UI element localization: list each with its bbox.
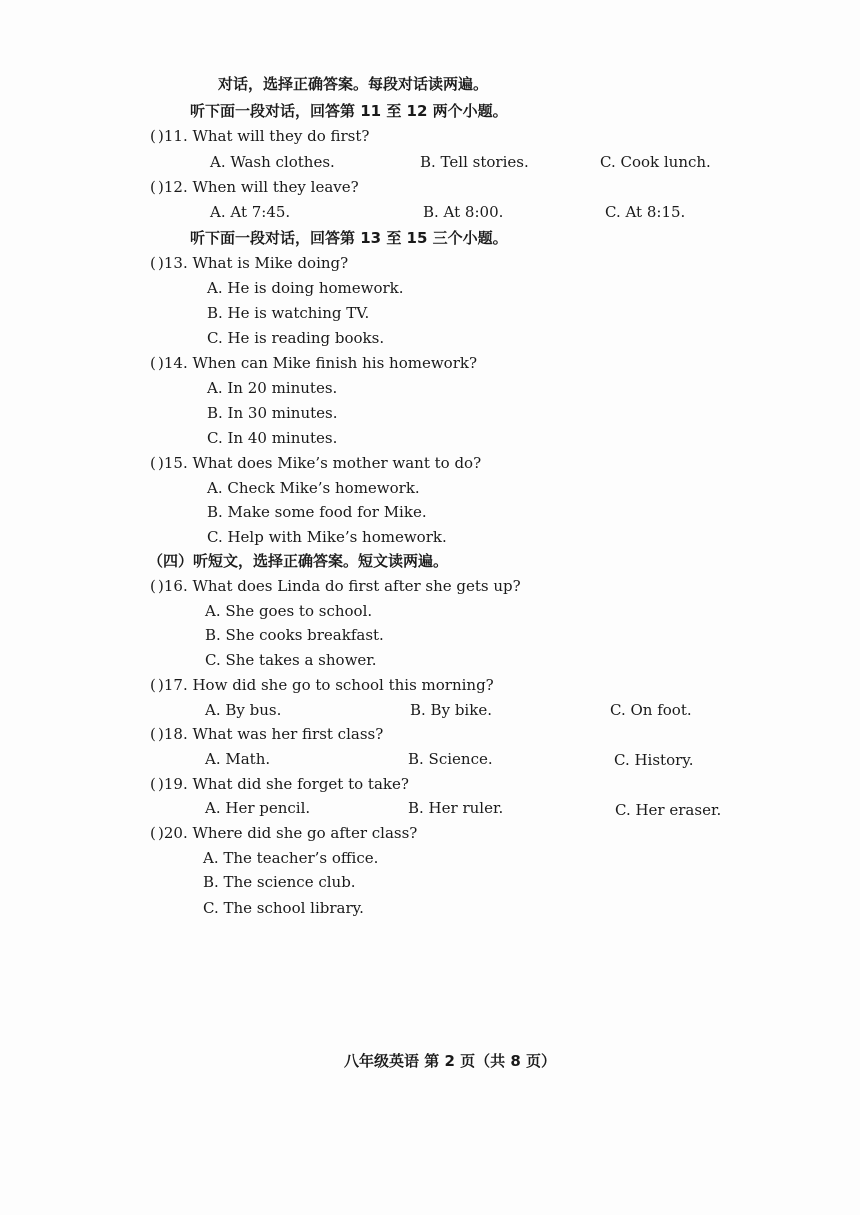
q17-option-b: B. By bike. bbox=[410, 701, 492, 719]
q19-option-c: C. Her eraser. bbox=[615, 801, 722, 819]
question-16: )16. What does Linda do first after she gets up? bbox=[158, 577, 521, 595]
answer-paren: ( bbox=[150, 127, 156, 145]
q15-option-a: A. Check Mike’s homework. bbox=[207, 479, 420, 497]
q12-option-c: C. At 8:15. bbox=[605, 203, 686, 221]
q13-option-b: B. He is watching TV. bbox=[207, 304, 370, 322]
answer-paren: ( bbox=[150, 254, 156, 272]
section4-title: （四）听短文，选择正确答案。短文读两遍。 bbox=[148, 552, 449, 570]
q19-option-b: B. Her ruler. bbox=[408, 799, 504, 817]
dialog1-intro: 听下面一段对话，回答第 11 至 12 两个小题。 bbox=[190, 102, 508, 120]
question-17: )17. How did she go to school this morning? bbox=[158, 676, 494, 694]
q11-option-b: B. Tell stories. bbox=[420, 153, 529, 171]
q15-option-b: B. Make some food for Mike. bbox=[207, 503, 427, 521]
answer-paren: ( bbox=[150, 577, 156, 595]
q16-option-a: A. She goes to school. bbox=[205, 602, 373, 620]
page-footer: 八年级英语 第 2 页（共 8 页） bbox=[344, 1052, 556, 1070]
q14-option-a: A. In 20 minutes. bbox=[207, 379, 338, 397]
q11-option-a: A. Wash clothes. bbox=[210, 153, 335, 171]
q18-option-a: A. Math. bbox=[205, 750, 271, 768]
q15-option-c: C. Help with Mike’s homework. bbox=[207, 528, 447, 546]
q18-option-c: C. History. bbox=[614, 751, 694, 769]
q12-option-a: A. At 7:45. bbox=[210, 203, 291, 221]
question-14: )14. When can Mike finish his homework? bbox=[158, 354, 477, 372]
answer-paren: ( bbox=[150, 454, 156, 472]
q14-option-b: B. In 30 minutes. bbox=[207, 404, 338, 422]
q13-option-a: A. He is doing homework. bbox=[207, 279, 404, 297]
q19-option-a: A. Her pencil. bbox=[205, 799, 311, 817]
q20-option-b: B. The science club. bbox=[203, 873, 356, 891]
question-12: )12. When will they leave? bbox=[158, 178, 359, 196]
question-15: )15. What does Mike’s mother want to do? bbox=[158, 454, 482, 472]
question-20: )20. Where did she go after class? bbox=[158, 824, 418, 842]
question-11: )11. What will they do first? bbox=[158, 127, 370, 145]
q20-option-a: A. The teacher’s office. bbox=[203, 849, 379, 867]
q20-option-c: C. The school library. bbox=[203, 899, 364, 917]
instruction-line: 对话，选择正确答案。每段对话读两遍。 bbox=[218, 75, 489, 93]
question-19: )19. What did she forget to take? bbox=[158, 775, 409, 793]
q16-option-c: C. She takes a shower. bbox=[205, 651, 377, 669]
question-13: )13. What is Mike doing? bbox=[158, 254, 349, 272]
answer-paren: ( bbox=[150, 725, 156, 743]
q11-option-c: C. Cook lunch. bbox=[600, 153, 711, 171]
q18-option-b: B. Science. bbox=[408, 750, 493, 768]
answer-paren: ( bbox=[150, 824, 156, 842]
q13-option-c: C. He is reading books. bbox=[207, 329, 385, 347]
answer-paren: ( bbox=[150, 178, 156, 196]
dialog2-intro: 听下面一段对话，回答第 13 至 15 三个小题。 bbox=[190, 229, 508, 247]
answer-paren: ( bbox=[150, 676, 156, 694]
q17-option-a: A. By bus. bbox=[205, 701, 282, 719]
q12-option-b: B. At 8:00. bbox=[423, 203, 504, 221]
question-18: )18. What was her first class? bbox=[158, 725, 384, 743]
answer-paren: ( bbox=[150, 775, 156, 793]
q17-option-c: C. On foot. bbox=[610, 701, 692, 719]
answer-paren: ( bbox=[150, 354, 156, 372]
q16-option-b: B. She cooks breakfast. bbox=[205, 626, 384, 644]
q14-option-c: C. In 40 minutes. bbox=[207, 429, 338, 447]
